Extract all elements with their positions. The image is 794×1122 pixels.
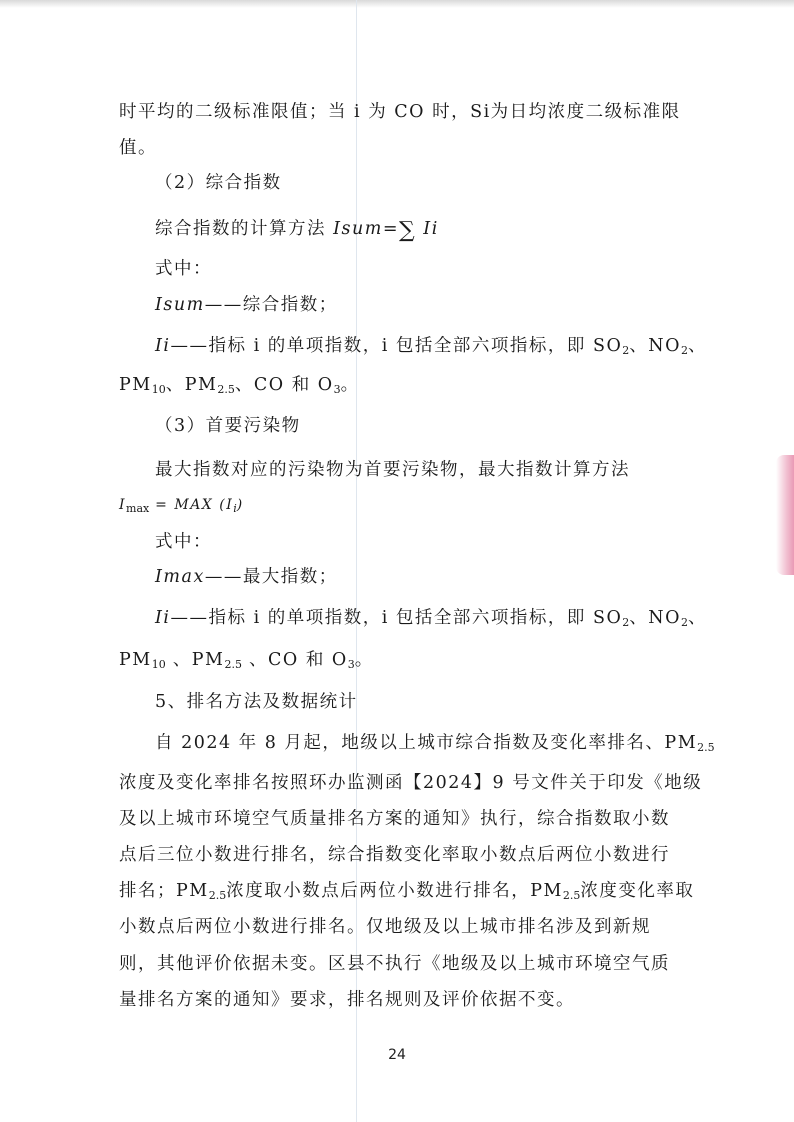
scan-edge	[0, 0, 794, 8]
subscript: 2.5	[224, 658, 242, 671]
definition-line	[155, 293, 338, 317]
text-span: 浓度取小数点后两位小数进行排名，PM	[226, 881, 563, 901]
subscript: 2.5	[562, 889, 581, 902]
text-span: 、PM	[165, 650, 225, 670]
paragraph-line: 浓度及变化率排名按照环办监测函【2024】9 号文件关于印发《地级	[119, 773, 703, 793]
formula-var: Ii	[423, 219, 439, 239]
text-span: 综合指数的计算方法	[155, 219, 334, 239]
definition-line	[155, 606, 707, 635]
subscript: 2	[680, 344, 688, 357]
text-span: PM	[119, 375, 152, 395]
subscript: 2.5	[697, 741, 715, 754]
red-seal-stamp	[776, 455, 794, 575]
sigma-symbol: ∑	[399, 218, 417, 243]
formula-var: Imax	[155, 567, 205, 587]
page-number: 24	[388, 1047, 406, 1063]
text-span: 、NO	[629, 336, 681, 356]
text-span: 。	[340, 375, 360, 395]
subscript: 10	[151, 658, 166, 671]
formula-eq: =	[382, 219, 399, 239]
formula-text: = MAX (I	[149, 497, 234, 513]
text-line: 最大指数对应的污染物为首要污染物，最大指数计算方法	[155, 460, 630, 480]
text-span: 、CO 和 O	[234, 375, 334, 395]
text-span: 、	[687, 608, 707, 628]
paragraph-line	[119, 879, 694, 908]
text-span: 、	[687, 336, 707, 356]
paragraph-line: 点后三位小数进行排名，综合指数变化率取小数点后两位小数进行	[119, 845, 670, 865]
text-span: PM	[119, 650, 152, 670]
paragraph-line: 则，其他评价依据未变。区县不执行《地级及以上城市环境空气质	[119, 954, 670, 974]
text-line	[119, 373, 360, 402]
text-span: 自 2024 年 8 月起，地级以上城市综合指数及变化率排名、PM	[155, 733, 698, 753]
formula-var: I	[119, 497, 127, 513]
formula-line	[119, 493, 244, 521]
text-span: 排名；PM	[119, 881, 209, 901]
text-line: 式中：	[155, 259, 212, 279]
text-span: 、NO	[629, 608, 681, 628]
section-heading: （3）首要污染物	[155, 416, 301, 436]
formula-text: )	[236, 497, 244, 513]
text-span: 、PM	[165, 375, 218, 395]
text-line: 值。	[119, 138, 157, 158]
text-span: ——最大指数；	[204, 567, 338, 587]
subscript: max	[126, 502, 150, 515]
subscript: 3	[333, 383, 341, 396]
subscript: 2	[622, 344, 630, 357]
text-span: ——指标 i 的单项指数，i 包括全部六项指标，即 SO	[170, 608, 623, 628]
subscript: 10	[151, 383, 166, 396]
formula-line	[155, 217, 439, 243]
paragraph-line: 量排名方案的通知》要求，排名规则及评价依据不变。	[119, 990, 575, 1010]
definition-line	[155, 334, 707, 363]
text-span: 。	[354, 650, 374, 670]
text-line: 时平均的二级标准限值；当 i 为 CO 时，Si为日均浓度二级标准限	[119, 102, 681, 122]
paragraph-line	[155, 731, 715, 760]
text-line: 式中：	[155, 532, 212, 552]
section-heading: （2）综合指数	[155, 173, 282, 193]
subscript: 2	[680, 616, 688, 629]
paragraph-line: 及以上城市环境空气质量排名方案的通知》执行，综合指数取小数	[119, 809, 670, 829]
formula-var: Ii	[155, 336, 171, 356]
text-span: ——指标 i 的单项指数，i 包括全部六项指标，即 SO	[170, 336, 623, 356]
text-line	[119, 648, 374, 677]
paragraph-line: 小数点后两位小数进行排名。仅地级及以上城市排名涉及到新规	[119, 917, 651, 937]
text-span: 、CO 和 O	[241, 650, 348, 670]
formula-var: Isum	[155, 295, 205, 315]
section-heading: 5、排名方法及数据统计	[155, 692, 358, 712]
subscript: 3	[347, 658, 355, 671]
subscript: i	[233, 502, 237, 515]
text-span: ——综合指数；	[204, 295, 338, 315]
formula-var: Isum	[333, 219, 383, 239]
subscript: 2.5	[208, 889, 227, 902]
definition-line	[155, 565, 338, 589]
text-span: 浓度变化率取	[580, 881, 695, 901]
formula-var: Ii	[155, 608, 171, 628]
subscript: 2.5	[217, 383, 235, 396]
subscript: 2	[622, 616, 630, 629]
